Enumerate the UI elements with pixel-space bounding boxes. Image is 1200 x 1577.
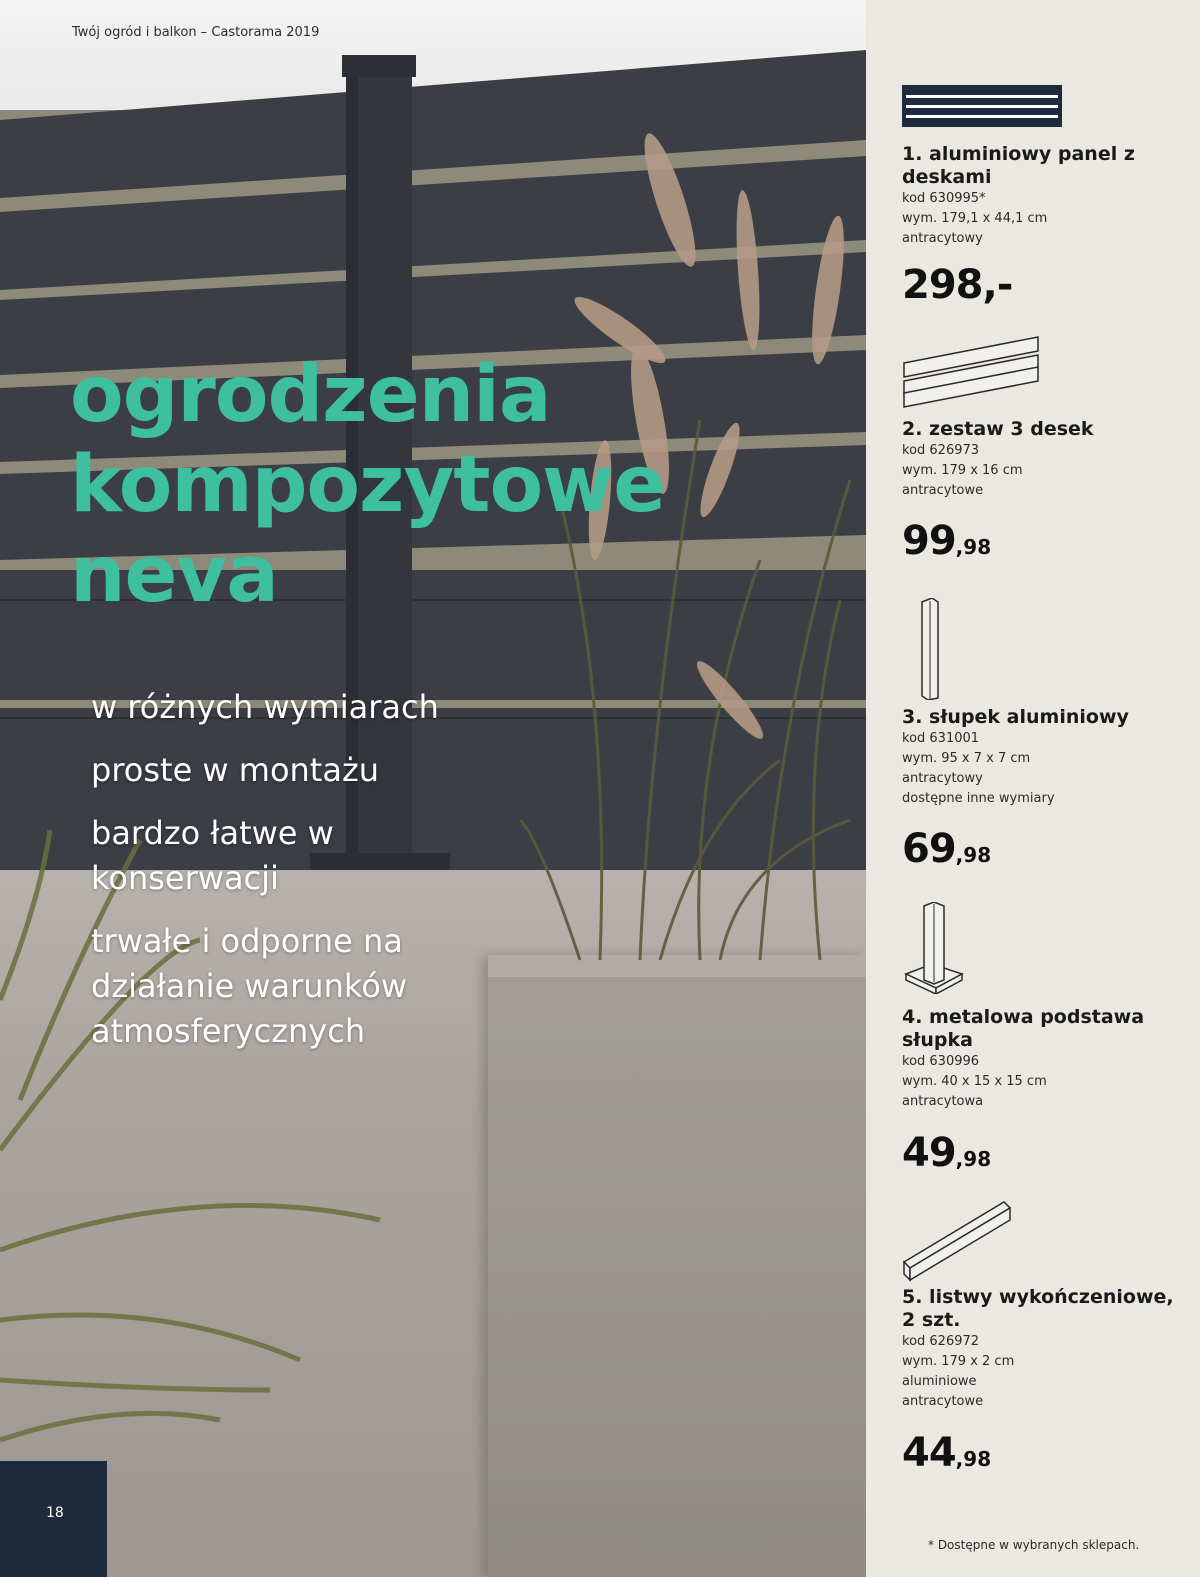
- price-main: 298: [902, 262, 983, 308]
- headline-line: ogrodzenia: [70, 350, 551, 440]
- product-name: 4. metalowa podstawa słupka: [902, 1006, 1145, 1051]
- price-cents: 98: [963, 843, 992, 867]
- price-main: 99: [902, 518, 956, 564]
- product-price: [902, 1130, 991, 1176]
- product-detail: wym. 179 x 16 cm: [902, 463, 1023, 478]
- headline-line: kompozytowe: [70, 440, 666, 530]
- page-number: 18: [46, 1505, 64, 1521]
- product-detail: kod 630996: [902, 1054, 980, 1069]
- product-detail: antracytowy: [902, 771, 983, 786]
- headline-line: neva: [70, 530, 278, 620]
- product-5: [902, 1286, 1192, 1412]
- trim-strip-icon: [902, 1200, 1012, 1282]
- product-price: [902, 826, 991, 872]
- running-title: Twój ogród i balkon – Castorama 2019: [72, 25, 320, 40]
- product-detail: antracytowy: [902, 231, 983, 246]
- product-price: [902, 518, 991, 564]
- product-price: [902, 1430, 991, 1476]
- product-detail: antracytowe: [902, 1394, 984, 1409]
- fence-panel-icon: [902, 85, 1062, 127]
- product-name: 3. słupek aluminiowy: [902, 706, 1129, 728]
- boards-icon: [902, 333, 1042, 409]
- feature-item: proste w montażu: [91, 751, 380, 789]
- price-main: 49: [902, 1130, 956, 1176]
- feature-item: w różnych wymiarach: [91, 688, 439, 726]
- feature-list: [91, 685, 451, 1072]
- product-detail: antracytowe: [902, 483, 984, 498]
- price-cents: 98: [963, 1147, 992, 1171]
- price-cents: 98: [963, 1447, 992, 1471]
- product-2: [902, 418, 1192, 501]
- price-cents: 98: [963, 535, 992, 559]
- product-detail: aluminiowe: [902, 1374, 977, 1389]
- product-name: 1. aluminiowy panel z deskami: [902, 143, 1135, 188]
- price-main: 44: [902, 1430, 956, 1476]
- product-name: 5. listwy wykończeniowe, 2 szt.: [902, 1286, 1174, 1331]
- post-base-icon: [902, 902, 966, 994]
- headline: [70, 350, 665, 620]
- product-detail: wym. 179,1 x 44,1 cm: [902, 211, 1048, 226]
- price-separator: ,-: [982, 262, 1013, 308]
- product-detail: kod 626972: [902, 1334, 980, 1349]
- post-icon: [918, 598, 942, 700]
- product-detail: wym. 179 x 2 cm: [902, 1354, 1015, 1369]
- product-3: [902, 706, 1192, 809]
- product-name: 2. zestaw 3 desek: [902, 418, 1094, 440]
- price-separator: ,: [955, 1147, 964, 1171]
- footnote: * Dostępne w wybranych sklepach.: [928, 1538, 1140, 1552]
- product-detail: kod 626973: [902, 443, 980, 458]
- price-separator: ,: [955, 1447, 964, 1471]
- price-separator: ,: [955, 843, 964, 867]
- product-detail: wym. 95 x 7 x 7 cm: [902, 751, 1031, 766]
- product-detail: antracytowa: [902, 1094, 984, 1109]
- product-4: [902, 1006, 1192, 1112]
- product-detail: wym. 40 x 15 x 15 cm: [902, 1074, 1047, 1089]
- price-main: 69: [902, 826, 956, 872]
- price-separator: ,: [955, 535, 964, 559]
- product-detail: kod 630995*: [902, 191, 986, 206]
- feature-item: bardzo łatwe w konserwacji: [91, 814, 334, 897]
- product-1: [902, 143, 1192, 249]
- product-price: [902, 262, 1012, 308]
- feature-item: trwałe i odporne na działanie warunków atmosferycznych: [91, 922, 407, 1050]
- product-detail: dostępne inne wymiary: [902, 791, 1055, 806]
- product-detail: kod 631001: [902, 731, 980, 746]
